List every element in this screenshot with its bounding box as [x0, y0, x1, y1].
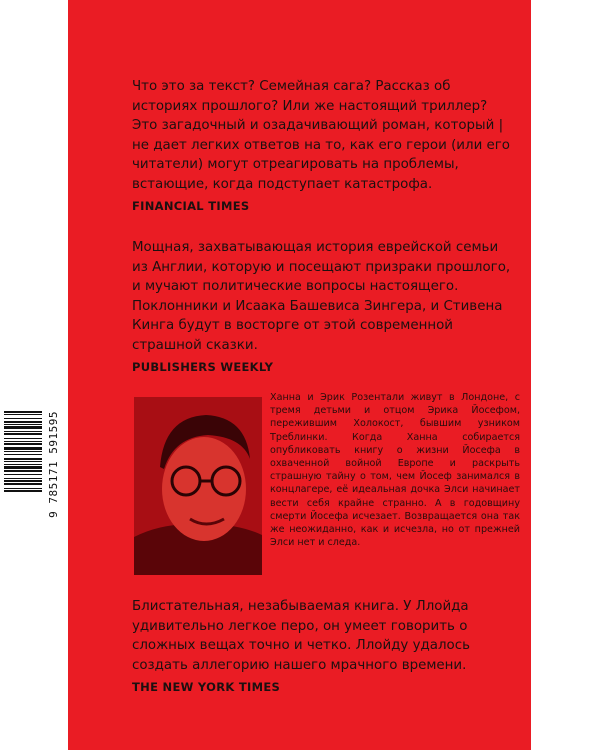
review-quote-3 — [132, 597, 512, 698]
author-portrait-image — [134, 397, 262, 575]
back-cover — [68, 0, 531, 750]
author-photo — [134, 397, 262, 575]
book-description: Ханна и Эрик Розентали живут в Лондоне, с тремя детьми и отцом Эрика Йосефом, пережившим Холокост, бывшим узником Треблинки. Когда Ханна собирается опубликовать книгу о жизни Йосефа в охваченной войной Европе и раскрыть страшную тайну о том, чем Йосеф занимался в концлагере, её идеальная дочка Элси начинает вести себя крайне странно. А в годовщину смерти Йосефа исчезает. Возвращается она так же неожиданно, как и исчезла, но от прежней Элси нет и следа. — [270, 392, 520, 549]
quote-text: Что это за текст? Семейная сага? Рассказ об историях прошлого? Или же настоящий триллер? Это загадочный и озадачивающий роман, который |не дает легких ответов на то, как его герои (или его читатели) могут отреагировать на проблемы, встающие, когда подступает катастрофа. — [132, 79, 510, 192]
quote-text: Мощная, захватывающая история еврейской семьи из Англии, которую и посещают призраки прошлого, и мучают политические вопросы настоящего. Поклонники и Исаака Башевиса Зингера, и Стивена Кинга будут в восторге от этой современной страшной сказки. — [132, 240, 511, 353]
quote-source: FINANCIAL TIMES — [132, 199, 250, 213]
quote-source: PUBLISHERS WEEKLY — [132, 360, 274, 374]
quote-text: Блистательная, незабываемая книга. У Ллойда удивительно легкое перо, он умеет говорить о сложных вещах точно и четко. Ллойду удалось создать аллегорию нашего мрачного времени. — [132, 599, 470, 673]
review-quote-2 — [132, 238, 512, 378]
quote-source: THE NEW YORK TIMES — [132, 680, 281, 694]
review-quote-1 — [132, 77, 512, 217]
barcode-digits: 9 785171 591595 — [47, 411, 60, 518]
